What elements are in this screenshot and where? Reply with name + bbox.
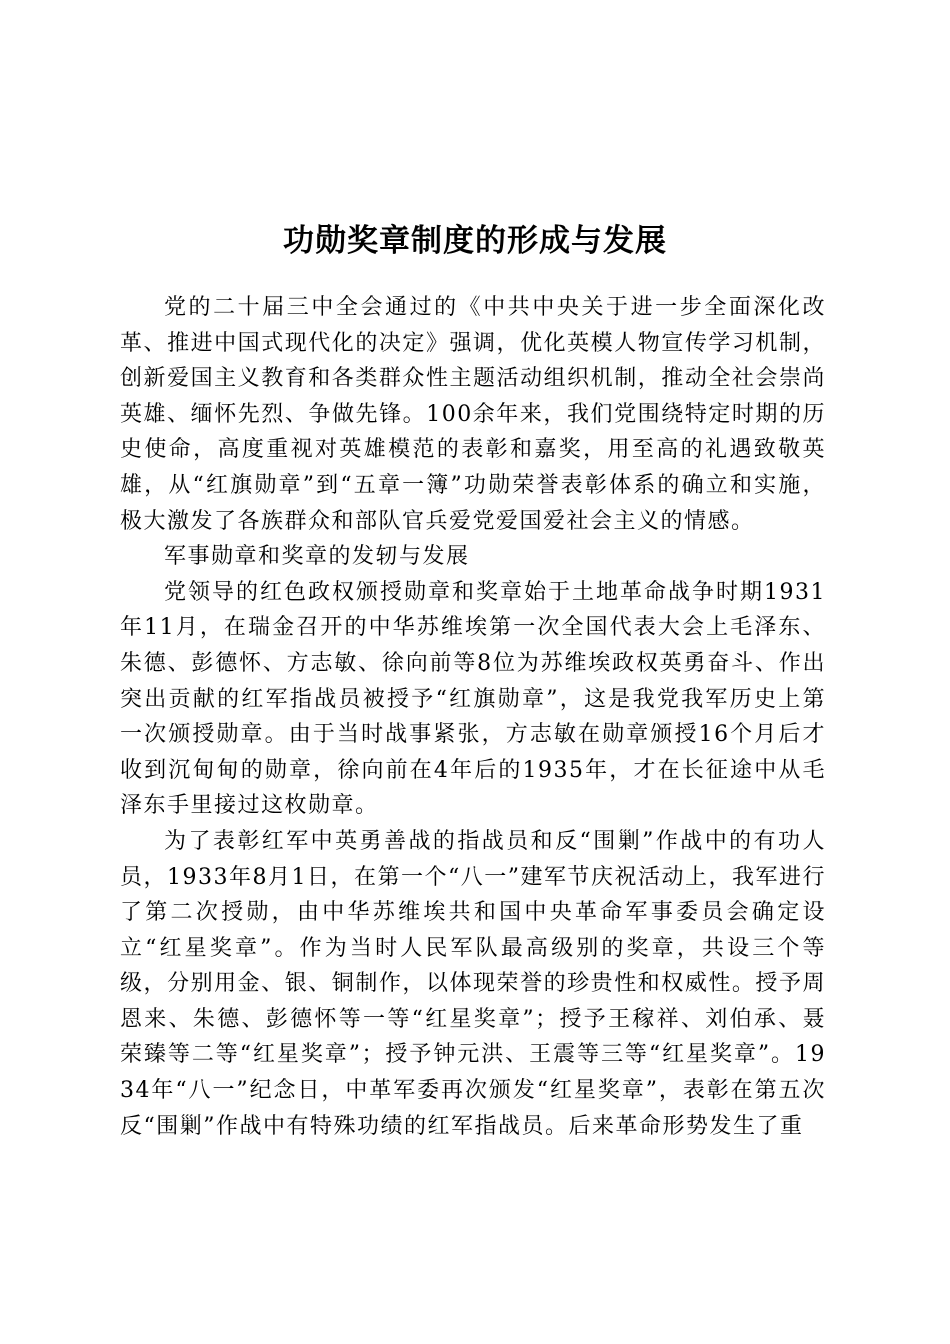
paragraph-red-star-medal: 为了表彰红军中英勇善战的指战员和反“围剿”作战中的有功人员，1933年8月1日，在第一个“八一”建军节庆祝活动上，我军进行了第二次授勋，由中华苏维埃共和国中央革命军事委员会确定设立“红星奖章”。作为当时人民军队最高级别的奖章，共设三个等级，分别用金、银、铜制作，以体现荣誉的珍贵性和权威性。授予周恩来、朱德、彭德怀等一等“红星奖章”；授予王稼祥、刘伯承、聂荣臻等二等“红星奖章”；授予钟元洪、王震等三等“红星奖章”。1934年“八一”纪念日，中革军委再次颁发“红星奖章”，表彰在第五次反“围剿”作战中有特殊功绩的红军指战员。后来革命形势发生了重: [120, 828, 826, 1139]
section-heading: 军事勋章和奖章的发轫与发展: [164, 544, 470, 570]
document-title: 功勋奖章制度的形成与发展: [283, 222, 667, 259]
paragraph-red-flag-medal: 党领导的红色政权颁授勋章和奖章始于土地革命战争时期1931年11月，在瑞金召开的中华苏维埃第一次全国代表大会上毛泽东、朱德、彭德怀、方志敏、徐向前等8位为苏维埃政权英勇奋斗、作出突出贡献的红军指战员被授予“红旗勋章”，这是我党我军历史上第一次颁授勋章。由于当时战事紧张，方志敏在勋章颁授16个月后才收到沉甸甸的勋章，徐向前在4年后的1935年，才在长征途中从毛泽东手里接过这枚勋章。: [120, 579, 826, 819]
document-body: [120, 290, 826, 1144]
paragraph-intro: 党的二十届三中全会通过的《中共中央关于进一步全面深化改革、推进中国式现代化的决定》强调，优化英模人物宣传学习机制，创新爱国主义教育和各类群众性主题活动组织机制，推动全社会崇尚英雄、缅怀先烈、争做先锋。100余年来，我们党围绕特定时期的历史使命，高度重视对英雄模范的表彰和嘉奖，用至高的礼遇致敬英雄，从“红旗勋章”到“五章一簿”功勋荣誉表彰体系的确立和实施，极大激发了各族群众和部队官兵爱党爱国爱社会主义的情感。: [120, 295, 826, 534]
